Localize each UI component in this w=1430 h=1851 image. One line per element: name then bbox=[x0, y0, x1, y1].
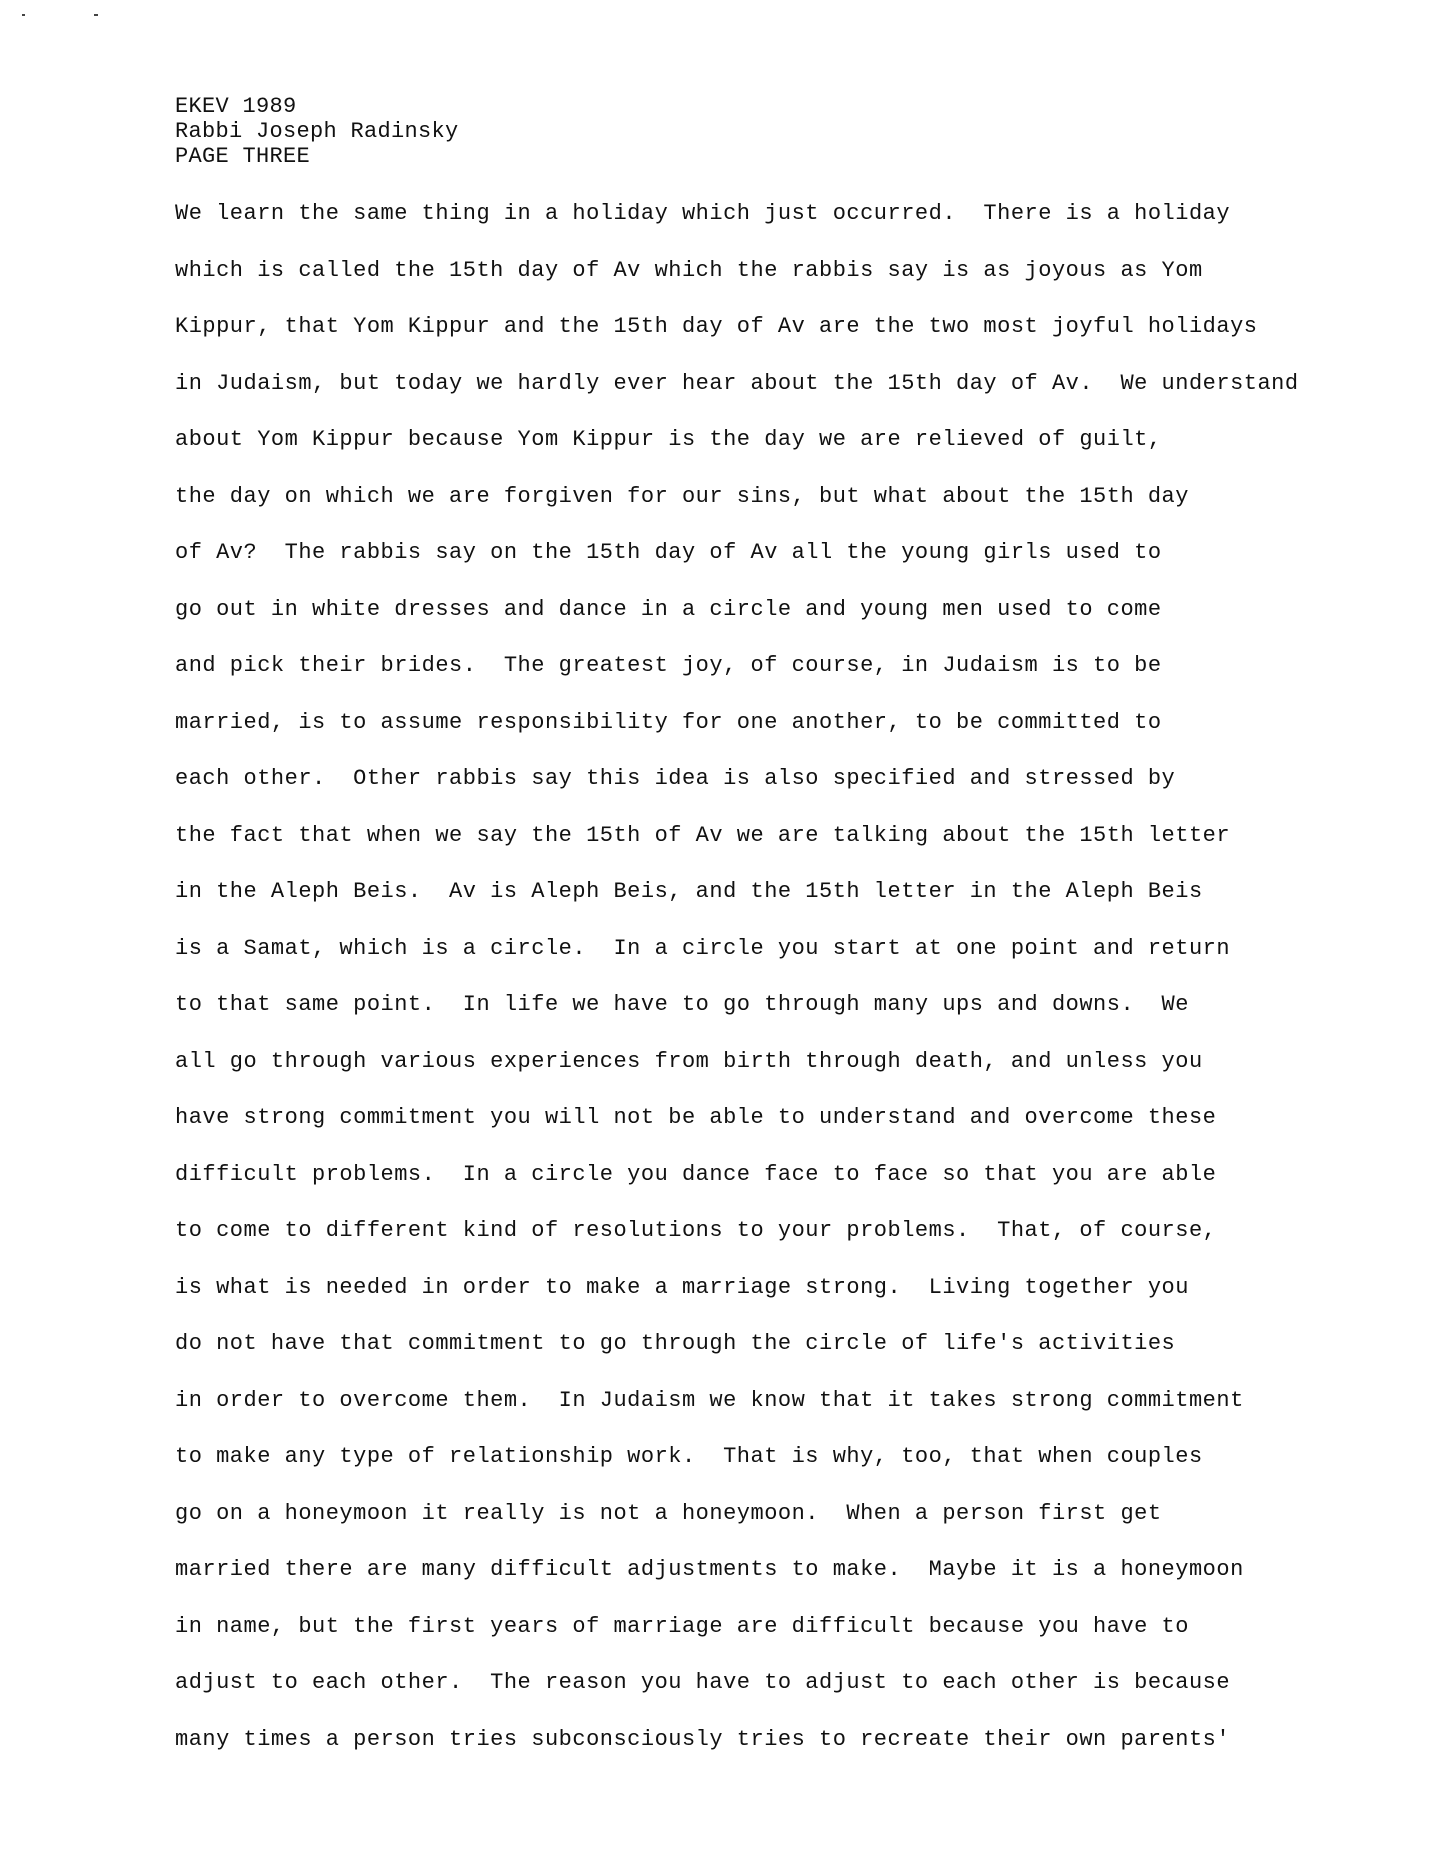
text-line: is what is needed in order to make a marriage strong. Living together you bbox=[175, 1274, 1189, 1300]
text-line: to make any type of relationship work. That is why, too, that when couples bbox=[175, 1444, 1203, 1469]
text-line: in the Aleph Beis. Av is Aleph Beis, and the 15th letter in the Aleph Beis bbox=[175, 879, 1203, 904]
text-line: the fact that when we say the 15th of Av we are talking about the 15th letter bbox=[175, 822, 1231, 848]
text-line: to that same point. In life we have to go through many ups and downs. We bbox=[175, 992, 1189, 1017]
text-line: have strong commitment you will not be able to understand and overcome these bbox=[175, 1105, 1217, 1130]
text-line: all go through various experiences from birth through death, and unless you bbox=[175, 1048, 1203, 1074]
scan-mark bbox=[94, 14, 98, 16]
text-line: of Av? The rabbis say on the 15th day of Av all the young girls used to bbox=[175, 540, 1162, 565]
text-line: in Judaism, but today we hardly ever hear about the 15th day of Av. We understand bbox=[175, 370, 1299, 396]
header-title: EKEV 1989 bbox=[175, 94, 297, 119]
text-line: difficult problems. In a circle you dance face to face so that you are able bbox=[175, 1161, 1217, 1187]
text-line: about Yom Kippur because Yom Kippur is the day we are relieved of guilt, bbox=[175, 427, 1162, 452]
scan-mark bbox=[22, 14, 25, 16]
text-line: go out in white dresses and dance in a circle and young men used to come bbox=[175, 596, 1162, 622]
text-line: and pick their brides. The greatest joy, of course, in Judaism is to be bbox=[175, 653, 1162, 678]
body-text bbox=[175, 199, 1355, 1781]
header-page-label: PAGE THREE bbox=[175, 144, 311, 169]
text-line: adjust to each other. The reason you have to adjust to each other is because bbox=[175, 1670, 1231, 1695]
text-line: is a Samat, which is a circle. In a circle you start at one point and return bbox=[175, 935, 1231, 961]
text-line: many times a person tries subconsciously tries to recreate their own parents' bbox=[175, 1726, 1231, 1752]
header-author: Rabbi Joseph Radinsky bbox=[175, 119, 459, 144]
text-line: go on a honeymoon it really is not a honeymoon. When a person first get bbox=[175, 1500, 1162, 1526]
text-line: to come to different kind of resolutions to your problems. That, of course, bbox=[175, 1218, 1217, 1243]
text-line: each other. Other rabbis say this idea is also specified and stressed by bbox=[175, 766, 1176, 791]
text-line: Kippur, that Yom Kippur and the 15th day of Av are the two most joyful holidays bbox=[175, 314, 1258, 339]
text-line: married, is to assume responsibility for one another, to be committed to bbox=[175, 709, 1162, 735]
text-line: married there are many difficult adjustments to make. Maybe it is a honeymoon bbox=[175, 1557, 1244, 1582]
text-line: which is called the 15th day of Av which the rabbis say is as joyous as Yom bbox=[175, 257, 1203, 283]
text-line: in order to overcome them. In Judaism we know that it takes strong commitment bbox=[175, 1387, 1244, 1413]
text-line: in name, but the first years of marriage are difficult because you have to bbox=[175, 1613, 1189, 1639]
document-header bbox=[175, 94, 459, 169]
text-line: We learn the same thing in a holiday which just occurred. There is a holiday bbox=[175, 201, 1231, 226]
text-line: do not have that commitment to go through the circle of life's activities bbox=[175, 1331, 1176, 1356]
text-line: the day on which we are forgiven for our sins, but what about the 15th day bbox=[175, 483, 1189, 509]
